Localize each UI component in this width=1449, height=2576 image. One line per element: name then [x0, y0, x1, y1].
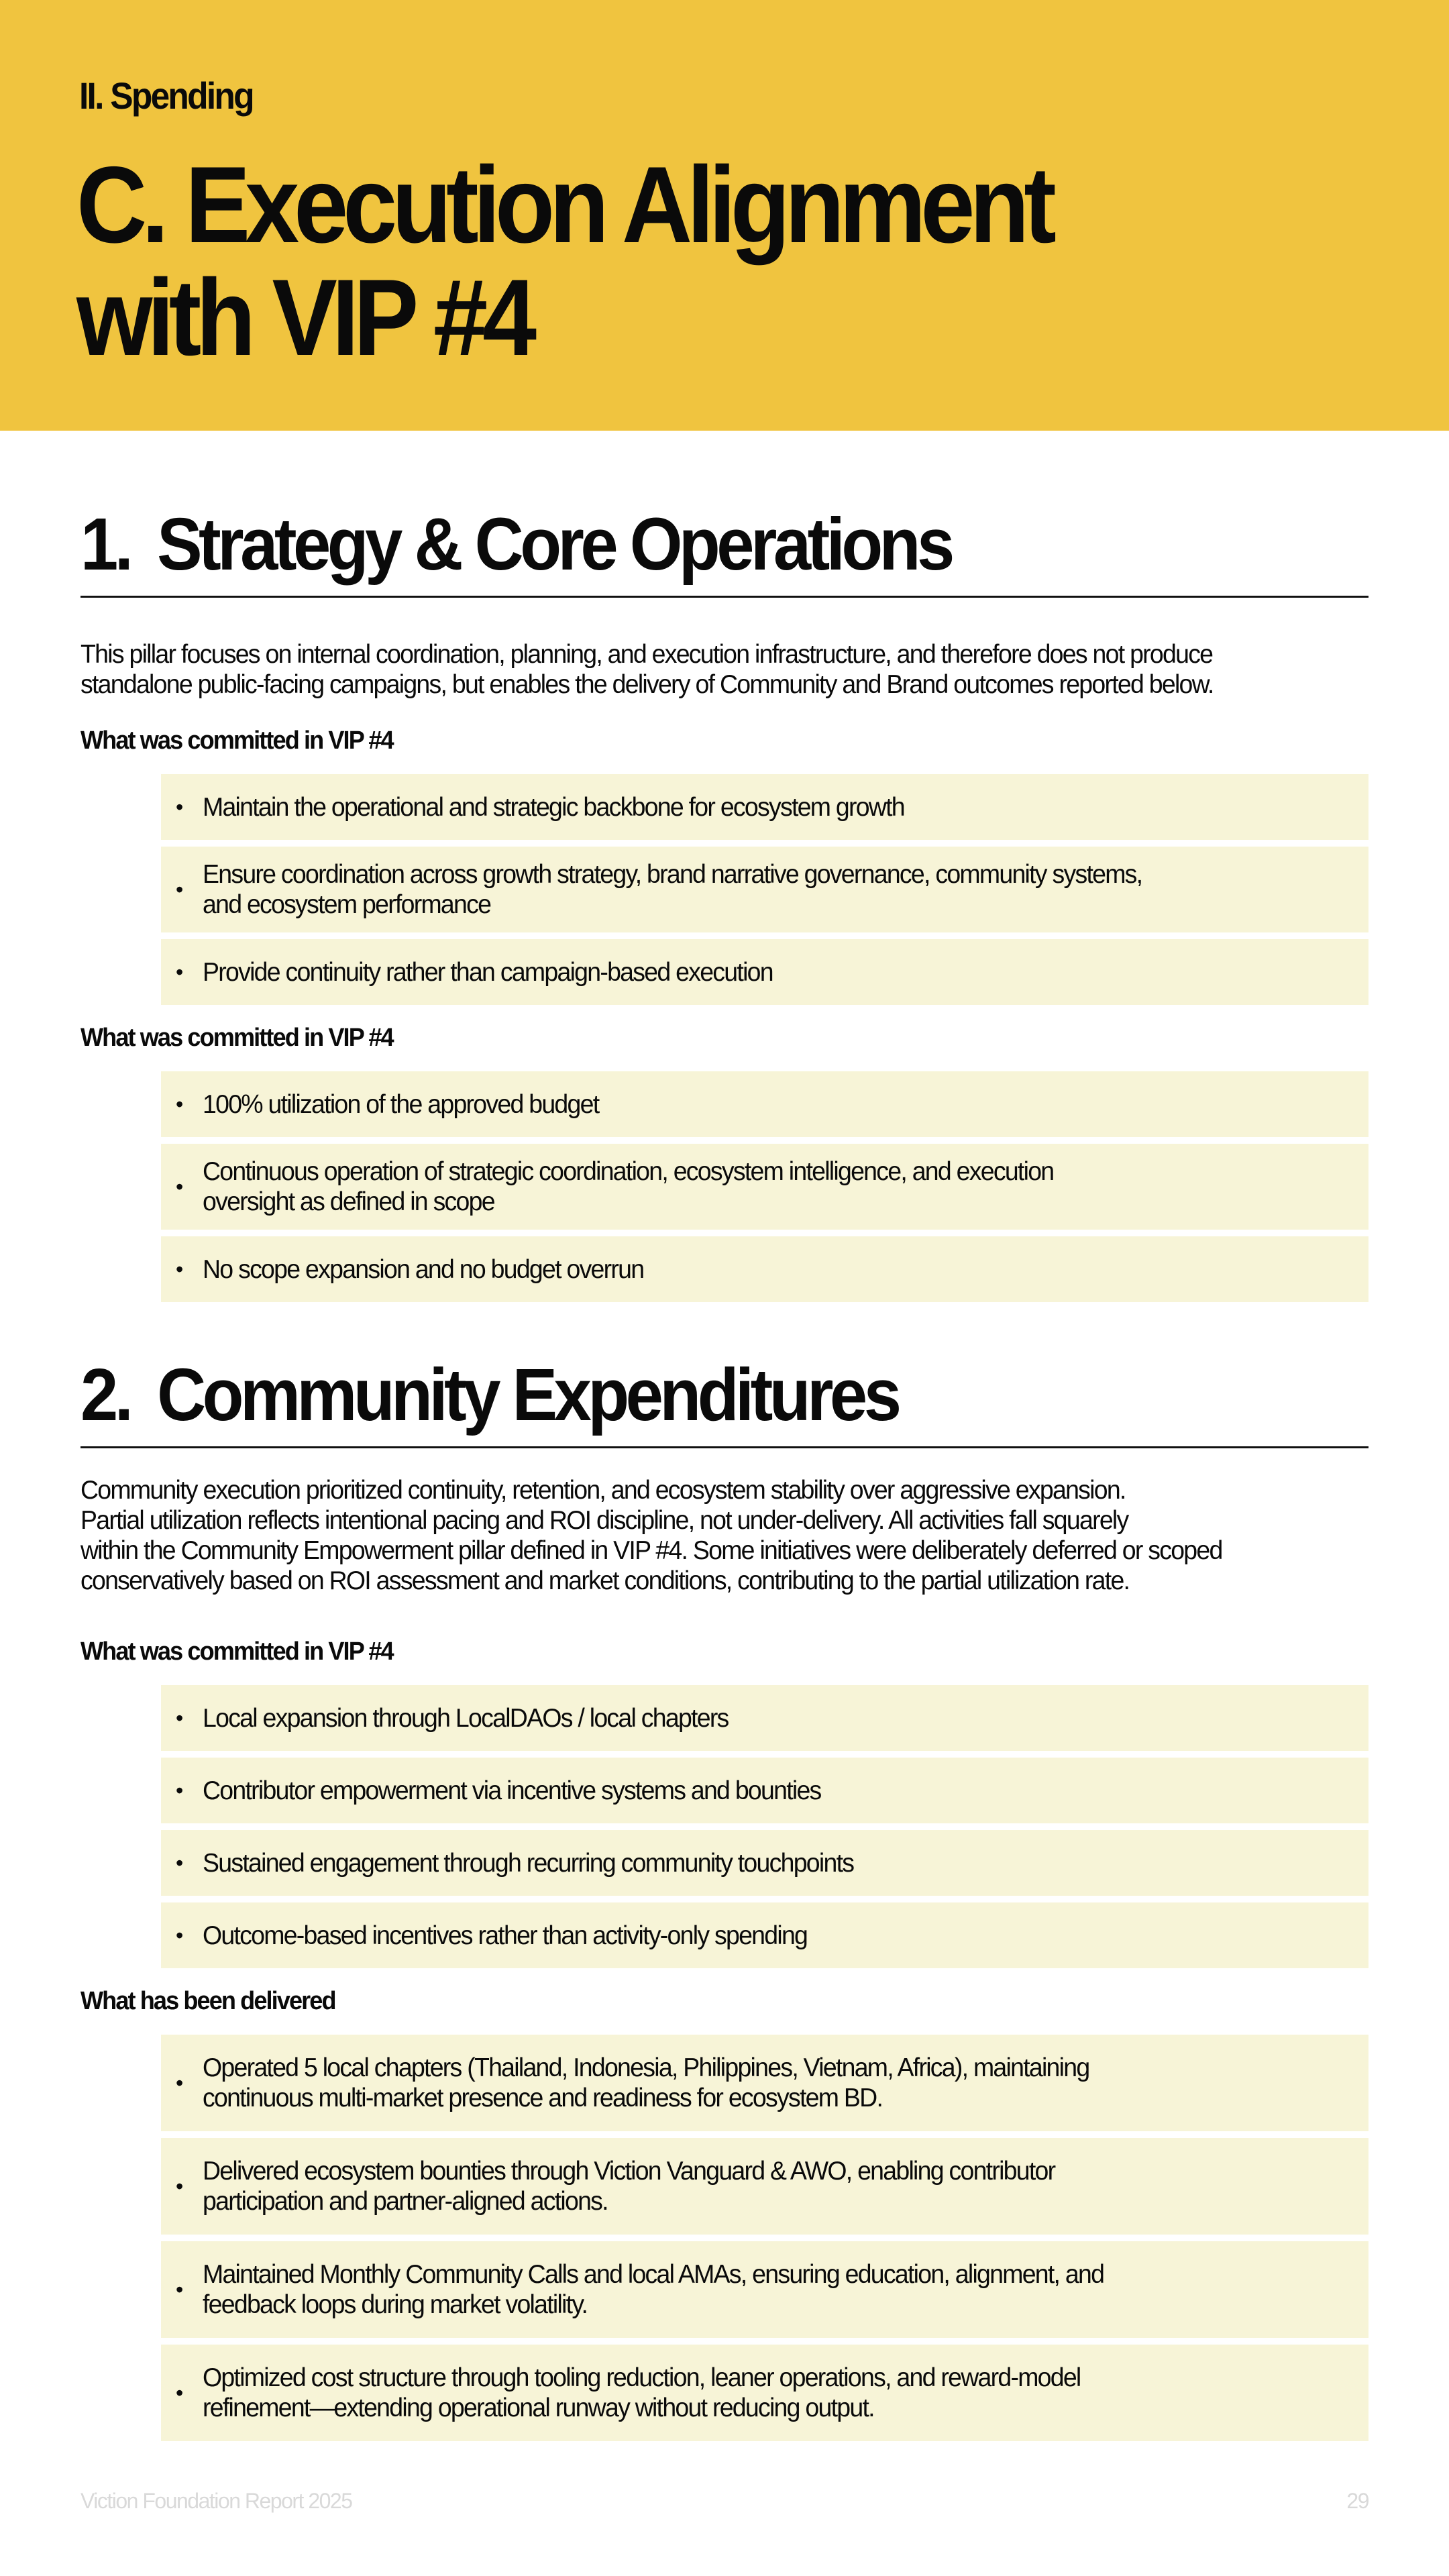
delivered-list	[161, 2035, 1368, 2441]
list-item	[161, 1902, 1368, 1968]
item-text: Local expansion through LocalDAOs / local chapters	[203, 1703, 729, 1733]
section-title: Community Expenditures	[157, 1354, 898, 1436]
list-item	[161, 1758, 1368, 1823]
header-banner	[0, 0, 1449, 431]
list-item	[161, 2241, 1368, 2338]
chapter-label: II. Spending	[79, 74, 253, 117]
item-text: feedback loops during market volatility.	[203, 2290, 588, 2319]
section-number: 1.	[80, 503, 130, 586]
item-text: Ensure coordination across growth strategy, brand narrative governance, community systems,	[203, 860, 1142, 889]
list-item	[161, 939, 1368, 1005]
item-text: Delivered ecosystem bounties through Viction Vanguard & AWO, enabling contributor	[203, 2157, 1055, 2186]
footer-report-name: Viction Foundation Report 2025	[80, 2489, 352, 2513]
item-text: participation and partner-aligned actions.	[203, 2187, 608, 2216]
section-strategy-core-operations	[80, 504, 1368, 1309]
bullet-icon: •	[176, 1705, 184, 1730]
list-item	[161, 1830, 1368, 1896]
section-community-expenditures	[80, 1355, 1368, 2448]
intro-line: Community execution prioritized continuity, retention, and ecosystem stability over aggressive expansion.	[80, 1476, 1126, 1505]
footer-page-number: 29	[1346, 2489, 1368, 2513]
intro-line: This pillar focuses on internal coordination, planning, and execution infrastructure, and therefore does not produce	[80, 640, 1213, 669]
intro-line: conservatively based on ROI assessment and market conditions, contributing to the partial utilization rate.	[80, 1566, 1130, 1595]
bullet-icon: •	[176, 1174, 184, 1199]
item-text: Operated 5 local chapters (Thailand, Indonesia, Philippines, Vietnam, Africa), maintaining	[203, 2053, 1089, 2082]
page-title	[76, 144, 1224, 378]
item-text: Contributor empowerment via incentive systems and bounties	[203, 1776, 821, 1805]
section-intro	[80, 639, 1368, 700]
list-item	[161, 774, 1368, 840]
committed-list	[161, 774, 1368, 1005]
section-divider	[80, 1446, 1368, 1448]
bullet-icon: •	[176, 877, 184, 902]
bullet-icon: •	[176, 1778, 184, 1803]
bullet-icon: •	[176, 1256, 184, 1281]
item-text: Optimized cost structure through tooling reduction, leaner operations, and reward-model	[203, 2363, 1081, 2392]
item-text: Outcome-based incentives rather than activity-only spending	[203, 1921, 808, 1950]
item-text: Sustained engagement through recurring community touchpoints	[203, 1848, 854, 1878]
committed-list	[161, 1685, 1368, 1968]
bullet-icon: •	[176, 959, 184, 984]
list-item	[161, 847, 1368, 932]
item-text: Maintained Monthly Community Calls and local AMAs, ensuring education, alignment, and	[203, 2260, 1104, 2289]
intro-line: within the Community Empowerment pillar defined in VIP #4. Some initiatives were deliberately deferred or scoped	[80, 1536, 1222, 1565]
bullet-icon: •	[176, 2380, 184, 2405]
list-item	[161, 2035, 1368, 2131]
item-text: Provide continuity rather than campaign-based execution	[203, 957, 773, 987]
intro-line: Partial utilization reflects intentional pacing and ROI discipline, not under-delivery. All activities fall squarely	[80, 1506, 1128, 1535]
bullet-icon: •	[176, 2070, 184, 2095]
section-heading	[80, 504, 1265, 585]
item-text: continuous multi-market presence and readiness for ecosystem BD.	[203, 2084, 883, 2112]
item-text: Maintain the operational and strategic backbone for ecosystem growth	[203, 792, 904, 822]
intro-line: standalone public-facing campaigns, but enables the delivery of Community and Brand outcomes reported below.	[80, 670, 1214, 699]
item-text: refinement—extending operational runway without reducing output.	[203, 2394, 874, 2422]
section-divider	[80, 596, 1368, 598]
bullet-icon: •	[176, 794, 184, 819]
item-text: and ecosystem performance	[203, 890, 491, 919]
item-text: 100% utilization of the approved budget	[203, 1089, 599, 1119]
list-item	[161, 1685, 1368, 1751]
subheading-delivered: What has been delivered	[80, 1987, 335, 2015]
item-text: oversight as defined in scope	[203, 1187, 494, 1216]
bullet-icon: •	[176, 1091, 184, 1116]
bullet-icon: •	[176, 1850, 184, 1875]
page-title-line-2: with VIP #4	[76, 257, 531, 378]
list-item	[161, 2138, 1368, 2235]
section-intro	[80, 1475, 1368, 1596]
list-item	[161, 1071, 1368, 1137]
list-item	[161, 1144, 1368, 1230]
bullet-icon: •	[176, 2277, 184, 2302]
bullet-icon: •	[176, 2174, 184, 2198]
subheading-committed: What was committed in VIP #4	[80, 1638, 393, 1666]
subheading-committed: What was committed in VIP #4	[80, 727, 393, 755]
section-number: 2.	[80, 1354, 130, 1436]
committed-list	[161, 1071, 1368, 1302]
section-heading	[80, 1355, 1265, 1436]
bullet-icon: •	[176, 1923, 184, 1947]
section-title: Strategy & Core Operations	[157, 503, 951, 586]
subheading-committed: What was committed in VIP #4	[80, 1024, 393, 1052]
page-title-line-1: C. Execution Alignment	[76, 144, 1051, 266]
list-item	[161, 2345, 1368, 2441]
item-text: Continuous operation of strategic coordination, ecosystem intelligence, and execution	[203, 1157, 1054, 1186]
list-item	[161, 1236, 1368, 1302]
item-text: No scope expansion and no budget overrun	[203, 1254, 644, 1284]
